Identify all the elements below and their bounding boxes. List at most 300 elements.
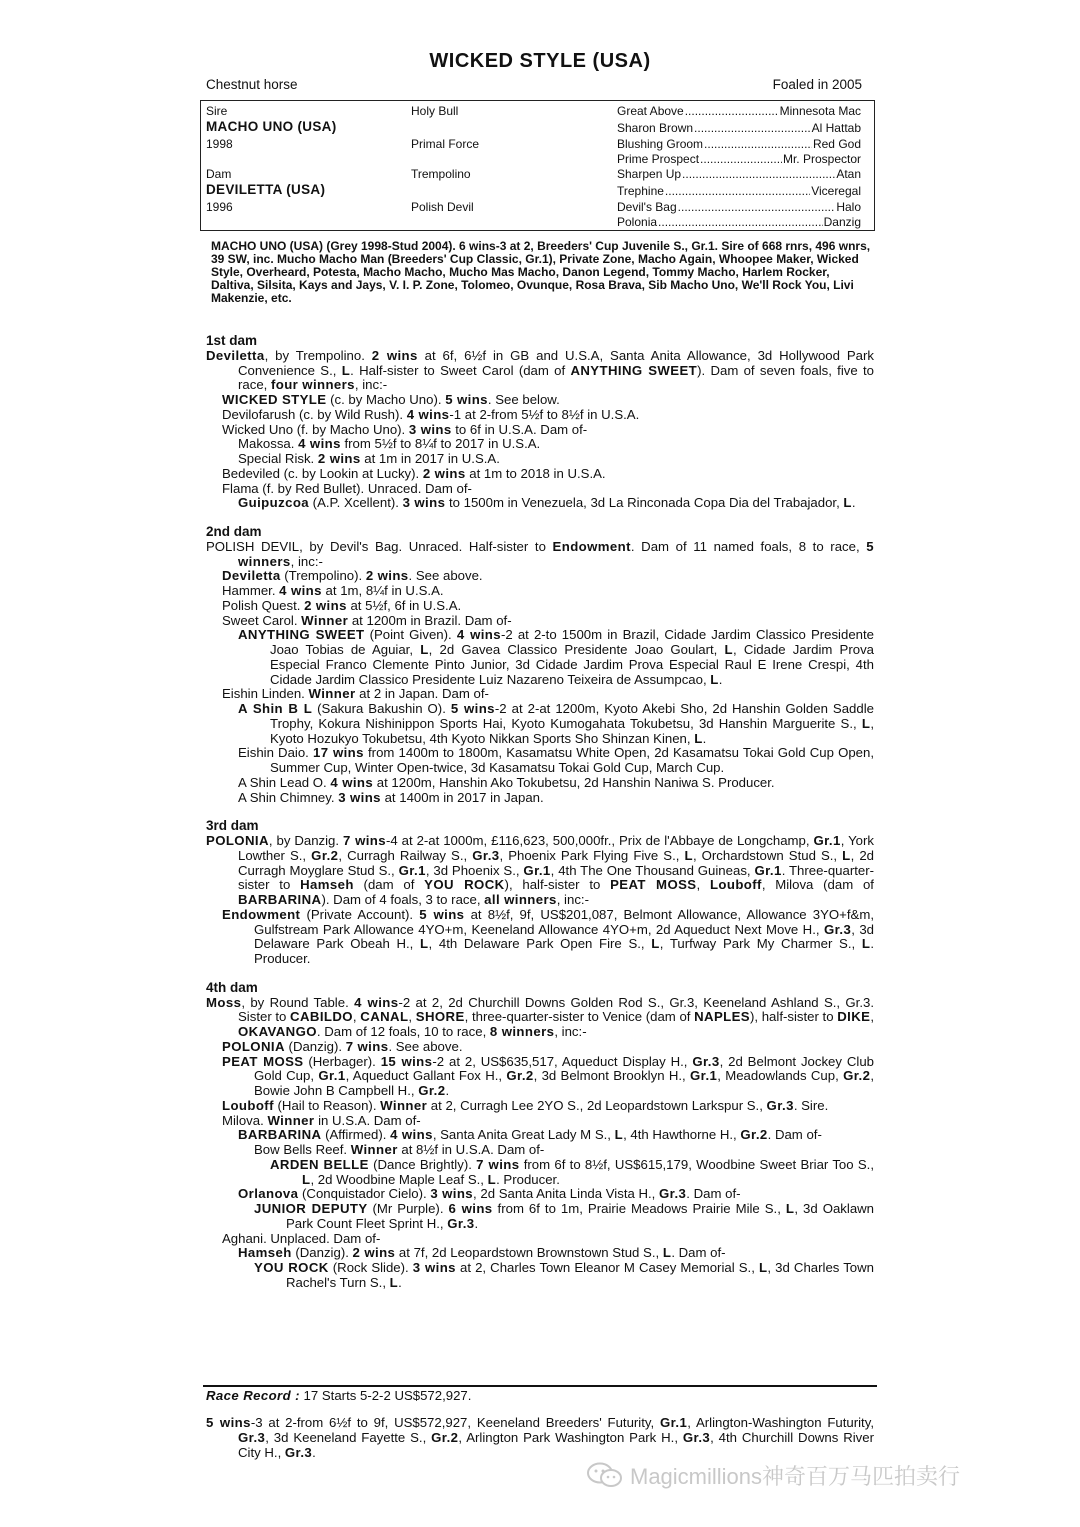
dam-entry <box>206 834 874 908</box>
text-run: Sweet Carol. <box>222 612 302 628</box>
text-run: (Sakura Bakushin O). <box>312 701 451 716</box>
bold-text: Gr.1 <box>318 1068 346 1084</box>
produce-entry <box>206 569 874 584</box>
text-run: from 1400m to 1800m, Kasamatsu White Open, 2d Kasamatsu Tokai Gold Cup Open, Summer Cup, Winter Open-twice, 3d Kasamatsu Tokai Gold Cup, March Cup. <box>270 745 874 775</box>
watermark-text: Magicmillions神奇百万马匹拍卖行 <box>630 1463 961 1489</box>
text-run: (Danzig). <box>291 1245 353 1261</box>
bold-text: BARBARINA <box>238 1127 322 1143</box>
produce-entry <box>206 584 874 599</box>
bold-text: Gr.2 <box>311 847 339 863</box>
produce-entry <box>206 1246 874 1261</box>
dam-name: DEVILETTA (USA) <box>206 182 326 197</box>
bold-text: L <box>710 671 719 687</box>
bold-text: four winners <box>270 377 355 393</box>
bold-text: 5 wins <box>450 701 495 716</box>
text-run: ). Dam of 4 foals, 3 to race, <box>321 892 485 907</box>
bold-text: A Shin B L <box>238 701 313 716</box>
text-run: ), half-sister to <box>750 1009 838 1025</box>
produce-entry <box>206 482 874 497</box>
bold-text: Endowment <box>552 538 631 554</box>
bold-text: NAPLES <box>694 1009 750 1025</box>
sire-label: Sire <box>206 104 228 118</box>
bold-text: 3 wins <box>430 1186 474 1202</box>
bold-text: Winner <box>380 1097 428 1113</box>
bold-text: 4 wins <box>456 627 501 643</box>
produce-entry <box>206 746 874 776</box>
text-run: Polish Quest. <box>222 597 305 613</box>
text-run: . Dam of- <box>671 1245 726 1261</box>
text-run: . Dam of- <box>686 1186 741 1202</box>
text-run: (Hail to Reason). <box>273 1097 381 1113</box>
race-record-value: 17 Starts 5-2-2 US$572,927. <box>299 1388 472 1403</box>
bold-text: Deviletta <box>206 347 265 363</box>
watermark <box>586 1460 960 1490</box>
bold-text: L <box>651 936 660 952</box>
text-run: Wicked Uno (f. by Macho Uno). <box>222 421 409 437</box>
text-run: , 2d Curragh Moyglare Stud S., <box>238 847 875 878</box>
text-run: from 5½f to 8¼f to 2017 in U.S.A. <box>340 436 541 452</box>
text-run: -3 at 2-from 6½f to 9f, US$572,927, Keeneland Breeders' Futurity, <box>250 1415 660 1430</box>
text-run: from 6f to 1m, Prairie Meadows Prairie Mile S., <box>492 1201 786 1216</box>
text-run: . See above. <box>408 568 483 584</box>
bold-text: Gr.3 <box>682 1429 711 1445</box>
wechat-icon <box>586 1462 624 1488</box>
produce-entry <box>206 599 874 614</box>
produce-entry <box>206 1099 874 1114</box>
bold-text: all winners <box>484 892 557 907</box>
text-run: , Bowie John B Campbell H., <box>254 1068 874 1098</box>
bold-text: L <box>694 730 703 746</box>
text-run: , 3d Belmont Brooklyn H., <box>533 1068 690 1084</box>
text-run: (c. by Macho Uno). <box>326 392 446 407</box>
bold-text: OKAVANGO <box>238 1024 317 1039</box>
bold-text: 2 wins <box>422 465 466 481</box>
text-run: , Kyoto Hozukyo Tokubetsu, 4th Kyoto Nikkan Sports Sho Shinzan Kinen, <box>270 715 874 746</box>
text-run: Flama (f. by Red Bullet). Unraced. Dam of- <box>222 480 472 496</box>
bold-text: L <box>861 936 871 952</box>
bold-text: 2 wins <box>304 597 347 613</box>
text-run: (Private Account). <box>300 906 420 922</box>
produce-entry <box>206 1128 874 1143</box>
bold-text: 3 wins <box>408 421 452 437</box>
text-run: . See above. <box>388 1038 463 1054</box>
text-run: , 2d Gavea Classico Presidente Joao Goulart, <box>428 642 725 657</box>
text-run: , inc:- <box>354 377 388 393</box>
produce-entry <box>206 1158 874 1188</box>
text-run: , Arlington Park Washington Park H., <box>458 1429 683 1445</box>
text-run: , 3d Keeneland Fayette S., <box>265 1429 432 1445</box>
race-record-details <box>206 1416 874 1460</box>
bold-text: Deviletta <box>222 568 281 584</box>
text-run: , inc:- <box>556 892 589 907</box>
text-run: . Sire. <box>793 1097 829 1113</box>
text-run: , <box>696 877 710 893</box>
text-run: -2 at 2-at 1200m, Kyoto Akebi Sho, 2d Hanshin Golden Saddle Trophy, Kokura Nishinippon Sports Hai, Kyoto Kumogahata Tokubetsu, 3d Hanshin Marguerite S., <box>270 701 874 731</box>
bold-text: L <box>420 642 429 657</box>
produce-entry <box>206 393 874 408</box>
produce-entry <box>206 614 874 629</box>
section-heading: 3rd dam <box>206 818 259 834</box>
text-run: ), half-sister to <box>504 877 611 893</box>
text-run: , 2d Belmont Jockey Club Gold Cup, <box>254 1053 874 1084</box>
grandsire-maternal: Trempolino <box>411 167 471 181</box>
ancestor-row: Trephine ..... Viceregal <box>617 184 861 198</box>
text-run: (Herbager). <box>303 1053 381 1069</box>
horse-colour: Chestnut horse <box>206 77 298 92</box>
bold-text: BARBARINA <box>238 892 322 907</box>
bold-text: L <box>662 1245 672 1261</box>
text-run: -2 at 2-to 1500m in Brazil, Cidade Jardim Classico Presidente Joao Tobias de Aguiar, <box>270 627 874 657</box>
bold-text: 7 wins <box>345 1038 389 1054</box>
text-run: . <box>398 1274 402 1290</box>
bold-text: 15 wins <box>380 1053 433 1069</box>
dam-entry <box>206 349 874 393</box>
text-run: Eishin Linden. <box>222 686 309 702</box>
bold-text: WICKED STYLE <box>222 392 327 407</box>
text-run: , <box>408 1009 416 1025</box>
text-run: , 4th The One Thousand Guineas, <box>550 862 755 878</box>
text-run: , 3d Delaware Park Obeah H., <box>254 921 874 952</box>
text-run: -1 at 2-from 5½f to 8½f in U.S.A. <box>449 406 640 422</box>
bold-text: CABILDO <box>290 1009 353 1025</box>
ancestor-row: Great Above ..... Minnesota Mac <box>617 104 861 118</box>
bold-text: Louboff <box>709 877 762 893</box>
bold-text: 2 wins <box>317 451 361 466</box>
bold-text: 8 winners <box>489 1024 555 1039</box>
produce-entry <box>206 467 874 482</box>
foaled-year: Foaled in 2005 <box>772 77 862 92</box>
bold-text: Winner <box>350 1142 398 1157</box>
bold-text: Gr.3 <box>659 1186 687 1202</box>
text-run: . <box>445 1083 450 1098</box>
bold-text: Louboff <box>222 1097 274 1113</box>
granddam-maternal: Polish Devil <box>411 200 474 214</box>
text-run: , by Round Table. <box>241 994 355 1010</box>
text-run: . Producer. <box>254 936 874 966</box>
horse-title: WICKED STYLE (USA) <box>429 50 651 72</box>
text-run: , inc:- <box>554 1024 587 1039</box>
bold-text: Hamseh <box>238 1245 292 1261</box>
bold-text: Gr.3 <box>823 921 852 937</box>
produce-entry <box>206 702 874 746</box>
bold-text: POLONIA <box>222 1038 285 1054</box>
text-run: . Producer. <box>496 1171 560 1187</box>
text-run: , inc:- <box>290 553 323 569</box>
produce-entry <box>206 791 874 806</box>
bold-text: 4 wins <box>406 406 450 422</box>
text-run: -2 at 2, 2d Churchill Downs Golden Rod S., Gr.3, Keeneland Ashland S., Gr.3. Sister to <box>238 994 874 1025</box>
bold-text: Gr.3 <box>766 1097 794 1113</box>
text-run: (A.P. Xcellent). <box>309 495 403 511</box>
text-run: . Dam of 11 named foals, 8 to race, <box>630 538 867 554</box>
bold-text: Gr.2 <box>843 1068 871 1084</box>
bold-text: Gr.3 <box>238 1429 266 1445</box>
text-run: (Dance Brightly). <box>368 1156 477 1172</box>
text-run: . <box>702 730 707 746</box>
race-record <box>206 1388 471 1403</box>
bold-text: L <box>842 847 851 863</box>
sire-name: MACHO UNO (USA) <box>206 119 337 134</box>
divider <box>203 1385 877 1387</box>
text-run: , three-quarter-sister to Venice (dam of <box>464 1009 695 1025</box>
text-run: (Point Given). <box>364 627 457 643</box>
text-run: at 8½f in U.S.A. Dam of- <box>397 1142 545 1157</box>
text-run: . <box>718 671 723 687</box>
text-run: . <box>312 1444 316 1460</box>
sire-summary: MACHO UNO (USA) (Grey 1998-Stud 2004). 6 wins-3 at 2, Breeders' Cup Juvenile S., Gr.1. Sire of 668 rnrs, 496 wnrs, 39 SW, inc. Mucho Macho Man (Breeders' Cup Classic, Gr.1), Private Zone, Macho Again, Whoopee Maker, Wicked Style, Overheard, Potesta, Macho Macho, Mucho Mas Macho, Danon Legend, Tommy Macho, Harlem Rocker, Daltiva, Silsita, Kays and Jays, V. I. P. Zone, Tolomeo, Ovunque, Rosa Brava, Sib Macho Uno, We'll Rock You, Livi Makenzie, etc. <box>211 239 871 305</box>
text-run: A Shin Lead O. <box>238 774 331 790</box>
bold-text: Gr.2 <box>506 1068 534 1084</box>
text-run: -4 at 2-at 1000m, £116,623, 500,000fr., Prix de l'Abbaye de Longchamp, <box>385 833 814 848</box>
text-run: . <box>851 495 856 511</box>
bold-text: L <box>785 1201 795 1216</box>
text-run: Bedeviled (c. by Lookin at Lucky). <box>222 465 423 481</box>
bold-text: L <box>302 1171 311 1187</box>
text-run: (Trempolino). <box>280 568 366 584</box>
section-heading: 2nd dam <box>206 524 262 539</box>
produce-entry <box>206 408 874 423</box>
produce-entry <box>206 496 874 511</box>
bold-text: Winner <box>267 1112 315 1128</box>
produce-entry <box>206 1040 874 1055</box>
text-run: at 2, Charles Town Eleanor M Casey Memorial S., <box>455 1260 759 1275</box>
text-run: at 2, Curragh Lee 2YO S., 2d Leopardstown Larkspur S., <box>427 1097 767 1113</box>
bold-text: Orlanova <box>238 1186 299 1202</box>
text-run: at 7f, 2d Leopardstown Brownstown Stud S., <box>395 1245 663 1261</box>
text-run: , 4th Churchill Downs River City H., <box>238 1429 874 1460</box>
bold-text: Guipuzcoa <box>238 495 310 511</box>
bold-text: Gr.3 <box>472 847 500 863</box>
bold-text: Gr.3 <box>692 1053 720 1069</box>
produce-entry <box>206 437 874 452</box>
bold-text: Moss <box>206 994 242 1010</box>
family-sections <box>206 334 874 1291</box>
granddam-paternal: Primal Force <box>411 137 480 151</box>
text-run: from 6f to 8½f, US$615,179, Woodbine Sweet Briar Too S., <box>519 1156 874 1172</box>
pedigree-table <box>200 100 875 231</box>
bold-text: 7 wins <box>476 1156 520 1172</box>
text-run: , Curragh Railway S., <box>338 847 473 863</box>
text-run: , 3d Charles Town Rachel's Turn S., <box>286 1260 875 1290</box>
bold-text: 2 wins <box>365 568 409 584</box>
dam-entry <box>206 540 874 570</box>
text-run: , 2d Santa Anita Linda Vista H., <box>473 1186 660 1202</box>
bold-text: YOU ROCK <box>254 1260 329 1275</box>
bold-text: Gr.3 <box>447 1215 475 1231</box>
bold-text: ARDEN BELLE <box>270 1156 369 1172</box>
text-run: Bow Bells Reef. <box>254 1142 351 1157</box>
grandsire-paternal: Holy Bull <box>411 104 459 118</box>
text-run: . Three-quarter-sister to <box>238 862 875 893</box>
produce-entry <box>206 1114 874 1129</box>
text-run: . Dam of- <box>767 1127 822 1143</box>
text-run: (Danzig). <box>284 1038 346 1054</box>
text-run: , <box>352 1009 361 1025</box>
dam-year: 1996 <box>206 200 233 214</box>
text-run: to 6f in U.S.A. Dam of- <box>451 421 588 437</box>
ancestor-row: Sharpen Up ..... Atan <box>617 167 861 181</box>
race-record-paragraph <box>206 1416 874 1460</box>
text-run: , 4th Delaware Park Open Fire S., <box>428 936 652 952</box>
produce-entry <box>206 1187 874 1202</box>
text-run: (Rock Slide). <box>328 1260 413 1275</box>
text-run: at 5½f, 6f in U.S.A. <box>346 597 462 613</box>
ancestor-row: Prime Prospect ..... Mr. Prospector <box>617 152 861 166</box>
bold-text: 5 winners <box>238 538 874 569</box>
text-run: to 1500m in Venezuela, 3d La Rinconada Copa Dia del Trabajador, <box>445 495 844 511</box>
bold-text: 2 wins <box>352 1245 396 1261</box>
bold-text: Gr.2 <box>418 1083 446 1098</box>
produce-entry <box>206 452 874 467</box>
bold-text: Gr.2 <box>740 1127 768 1143</box>
dam-label: Dam <box>206 167 232 181</box>
produce-entry <box>206 908 874 967</box>
bold-text: Winner <box>301 612 349 628</box>
text-run: , Milova (dam of <box>761 877 874 893</box>
text-run: , Turfway Park My Charmer S., <box>659 936 862 952</box>
text-run: , Orchardstown Stud S., <box>692 847 843 863</box>
bold-text: 4 wins <box>330 774 374 790</box>
bold-text: 4 wins <box>354 994 399 1010</box>
ancestor-row: Sharon Brown ..... Al Hattab <box>617 121 861 135</box>
text-run: at 2 in Japan. Dam of- <box>355 686 489 702</box>
text-run: , Santa Anita Great Lady M S., <box>432 1127 615 1143</box>
bold-text: 7 wins <box>343 833 386 848</box>
text-run: POLISH DEVIL, by Devil's Bag. Unraced. Half-sister to <box>206 538 553 554</box>
text-run: Special Risk. <box>238 451 318 466</box>
text-run: , 3d Oaklawn Park Count Fleet Sprint H., <box>286 1201 875 1231</box>
ancestor-row: Devil's Bag ..... Halo <box>617 200 861 214</box>
bold-text: POLONIA <box>206 833 269 848</box>
bold-text: L <box>724 642 733 657</box>
bold-text: Gr.1 <box>754 862 782 878</box>
bold-text: DIKE <box>837 1009 871 1025</box>
dam-entry <box>206 996 874 1040</box>
bold-text: Hamseh <box>300 877 354 893</box>
produce-entry <box>206 1202 874 1232</box>
bold-text: L <box>758 1260 768 1275</box>
bold-text: ANYTHING SWEET <box>570 362 698 378</box>
text-run: , Phoenix Park Flying Five S., <box>499 847 685 863</box>
text-run: , 4th Hawthorne H., <box>623 1127 741 1143</box>
bold-text: Gr.1 <box>659 1415 688 1430</box>
bold-text: L <box>420 936 429 952</box>
produce-entry <box>206 1143 874 1158</box>
text-run: at 6f, 6½f in GB and U.S.A, Santa Anita Allowance, 3d Hollywood Park Convenience S., <box>238 347 874 378</box>
text-run: . Half-sister to Sweet Carol (dam of <box>350 362 571 378</box>
text-run: Aghani. Unplaced. Dam of- <box>222 1230 381 1246</box>
bold-text: CANAL <box>360 1009 409 1025</box>
bold-text: SHORE <box>415 1009 465 1025</box>
bold-text: PEAT MOSS <box>610 877 697 893</box>
bold-text: 17 wins <box>312 745 364 761</box>
bold-text: L <box>487 1171 497 1187</box>
text-run: (Conquistador Cielo). <box>298 1186 431 1202</box>
text-run: at 1200m in Brazil. Dam of- <box>348 612 512 628</box>
section-heading: 1st dam <box>206 333 258 348</box>
text-run: at 1m, 8¼f in U.S.A. <box>321 583 444 598</box>
bold-text: ANYTHING SWEET <box>238 627 365 643</box>
bold-text: 2 wins <box>371 347 418 363</box>
text-run: Devilofarush (c. by Wild Rush). <box>222 406 407 422</box>
bold-text: 5 wins <box>206 1415 251 1430</box>
text-run: at 1m in 2017 in U.S.A. <box>360 451 500 466</box>
text-run: , by Danzig. <box>268 833 343 848</box>
produce-entry <box>206 1232 874 1247</box>
produce-entry <box>206 1261 874 1291</box>
bold-text: L <box>861 715 871 731</box>
bold-text: L <box>843 495 852 511</box>
text-run: , York Lowther S., <box>238 833 874 863</box>
bold-text: 3 wins <box>338 789 381 805</box>
text-run: , Cidade Jardim Prova Especial Franco Clemente Pinto Junior, 3d Cidade Jardim Prova Especial Raul E Irene Crespi, 4th Cidade Jardim Classico Presidente Luiz Nazareno Teixeira de Assumpcao, <box>270 642 874 687</box>
text-run: , 3d Phoenix S., <box>425 862 524 878</box>
bold-text: Gr.3 <box>284 1444 313 1460</box>
bold-text: JUNIOR DEPUTY <box>254 1201 368 1216</box>
sire-year: 1998 <box>206 137 233 151</box>
text-run: Hammer. <box>222 583 280 598</box>
race-record-label: Race Record : <box>206 1388 300 1403</box>
bold-text: 4 wins <box>298 436 341 452</box>
bold-text: L <box>341 362 351 378</box>
text-run: , Arlington-Washington Futurity, <box>687 1415 874 1430</box>
bold-text: Endowment <box>222 906 301 922</box>
bold-text: 5 wins <box>419 906 465 922</box>
bold-text: 3 wins <box>402 495 446 511</box>
text-run: at 8½f, 9f, US$201,087, Belmont Allowance, Allowance 3YO+f&m, Gulfstream Park Allowance 4YO+m, Keeneland Allowance 4YO+m, 2d Aqueduct Next Move H., <box>254 906 874 937</box>
bold-text: L <box>684 847 693 863</box>
text-run: (Mr Purple). <box>367 1201 449 1216</box>
text-run: , by Trempolino. <box>264 347 372 363</box>
produce-entry <box>206 1055 874 1099</box>
bold-text: Gr.1 <box>398 862 426 878</box>
bold-text: Gr.1 <box>523 862 551 878</box>
bold-text: PEAT MOSS <box>222 1053 304 1069</box>
bold-text: Winner <box>308 686 356 702</box>
produce-entry <box>206 423 874 438</box>
text-run: at 1m to 2018 in U.S.A. <box>465 465 606 481</box>
bold-text: Gr.1 <box>813 833 841 848</box>
produce-entry <box>206 687 874 702</box>
bold-text: 3 wins <box>412 1260 456 1275</box>
text-run: (Affirmed). <box>321 1127 391 1143</box>
text-run: , 2d Woodbine Maple Leaf S., <box>310 1171 488 1187</box>
text-run: at 1400m in 2017 in Japan. <box>380 789 544 805</box>
text-run: ). Dam of seven foals, five to race, <box>238 362 874 393</box>
text-run: Makossa. <box>238 436 299 452</box>
text-run: . See below. <box>487 392 560 407</box>
text-run: at 1200m, Hanshin Ako Tokubetsu, 2d Hanshin Naniwa S. Producer. <box>373 774 775 790</box>
text-run: (dam of <box>353 877 425 893</box>
bold-text: 4 wins <box>390 1127 433 1143</box>
section-heading: 4th dam <box>206 979 258 995</box>
bold-text: 4 wins <box>279 583 322 598</box>
text-run: , <box>870 1009 874 1025</box>
text-run: -2 at 2, US$635,517, Aqueduct Display H., <box>432 1053 693 1069</box>
text-run: . <box>474 1215 479 1231</box>
bold-text: Gr.1 <box>690 1068 718 1084</box>
text-run: in U.S.A. Dam of- <box>314 1112 421 1128</box>
produce-entry <box>206 776 874 791</box>
bold-text: YOU ROCK <box>424 877 505 893</box>
text-run: . Dam of 12 foals, 10 to race, <box>316 1024 490 1039</box>
text-run: , Meadowlands Cup, <box>717 1068 844 1084</box>
bold-text: L <box>614 1127 624 1143</box>
text-run: Eishin Daio. <box>238 745 313 761</box>
produce-entry <box>206 628 874 687</box>
text-run: Milova. <box>222 1112 268 1128</box>
bold-text: Gr.2 <box>431 1429 459 1445</box>
